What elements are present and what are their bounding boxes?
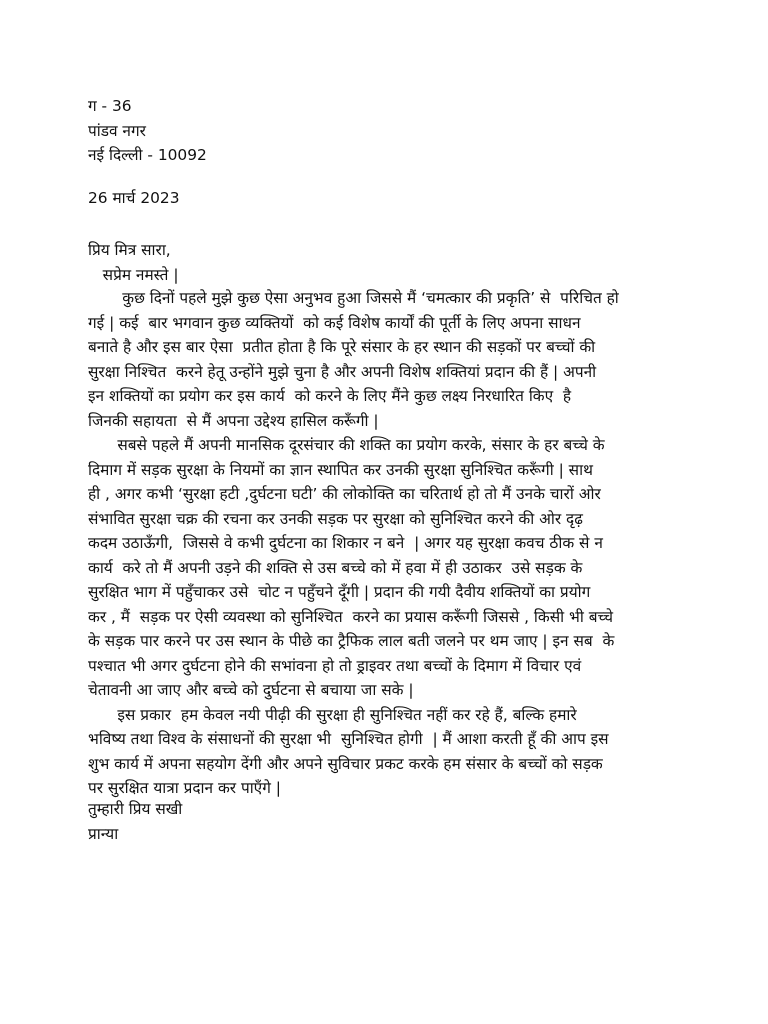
date-text: 26 मार्च 2023 [88, 189, 180, 207]
address-line-1: ग - 36 [88, 97, 132, 115]
body-line: भविष्य तथा विश्व के संसाधनों की सुरक्षा भी सुनिश्चित होगी | मैं आशा करती हूँ की आप इस [88, 730, 609, 748]
body-line: कदम उठाऊँगी, जिससे वे कभी दुर्घटना का शिकार न बने | अगर यह सुरक्षा कवच ठीक से न [88, 534, 603, 552]
body-line: गई | कई बार भगवान कुछ व्यक्तियों को कई विशेष कार्यों की पूर्ती के लिए अपना साधन [88, 313, 581, 332]
body-line: जिनकी सहायता से मैं अपना उद्देश्य हासिल करूँगी | [88, 411, 379, 430]
salutation-line: सप्रेम नमस्ते | [88, 265, 179, 284]
letter-date [88, 186, 668, 211]
body-line: सबसे पहले मैं अपनी मानसिक दूरसंचार की शक्ति का प्रयोग करके, संसार के हर बच्चे के [88, 436, 605, 454]
body-line: के सड़क पार करने पर उस स्थान के पीछे का ट्रैफिक लाल बती जलने पर थम जाए | इन सब के [88, 632, 615, 650]
body-line: पश्चात भी अगर दुर्घटना होने की सभांवना हो तो ड्राइवर तथा बच्चों के दिमाग में विचार एवं [88, 656, 582, 675]
body-line: शुभ कार्य में अपना सहयोग देंगी और अपने सुविचार प्रकट करके हम संसार के बच्चों को सड़क [88, 754, 603, 773]
greeting-line: प्रिय मित्र सारा, [88, 241, 171, 259]
letter-signoff [88, 797, 668, 846]
letter-greeting [88, 238, 668, 287]
body-line: इन शक्तियों का प्रयोग कर इस कार्य को करने के लिए मैंने कुछ लक्ष्य निरधारित किए है [88, 387, 572, 405]
body-line: पर सुरक्षित यात्रा प्रदान कर पाएँगे | [88, 779, 281, 797]
address-line-3: नई दिल्ली - 10092 [88, 146, 207, 164]
body-line: ही , अगर कभी ‘सुरक्षा हटी ,दुर्घटना घटी’ की लोकोक्ति का चरितार्थ हो तो मैं उनके चारों ओर [88, 485, 601, 503]
address-line-2: पांडव नगर [88, 121, 146, 140]
body-line: कार्य करे तो मैं अपनी उड़ने की शक्ति से उस बच्चे को में हवा में ही उठाकर उसे सड़क के [88, 558, 583, 577]
sender-address [88, 94, 668, 168]
body-line: बनाते है और इस बार ऐसा प्रतीत होता है कि पूरे संसार के हर स्थान की सड़कों पर बच्चों की [88, 338, 596, 356]
body-line: कर , मैं सड़क पर ऐसी व्यवस्था को सुनिश्चित करने का प्रयास करूँगी जिससे , किसी भी बच्चे [88, 607, 614, 626]
body-line: कुछ दिनों पहले मुझे कुछ ऐसा अनुभव हुआ जिससे मैं ‘चमत्कार की प्रकृति’ से परिचित हो [88, 289, 619, 307]
body-line: इस प्रकार हम केवल नयी पीढ़ी की सुरक्षा ही सुनिश्चित नहीं कर रहे हैं, बल्कि हमारे [88, 705, 577, 724]
body-line: दिमाग में सड़क सुरक्षा के नियमों का ज्ञान स्थापित कर उनकी सुरक्षा सुनिश्चित करूँगी | साथ [88, 460, 593, 479]
body-line: सुरक्षित भाग में पहुँचाकर उसे चोट न पहुँचने दूँगी | प्रदान की गयी दैवीय शक्तियों का प्रयोग [88, 583, 591, 601]
closing-line: तुम्हारी प्रिय सखी [88, 800, 183, 818]
letter-body [88, 286, 680, 801]
signature-name: प्रान्या [88, 824, 119, 843]
body-line: सुरक्षा निश्चित करने हेतू उन्होंने मुझे चुना है और अपनी विशेष शक्तियां प्रदान की हैं | अपनी [88, 362, 597, 381]
body-line: चेतावनी आ जाए और बच्चे को दुर्घटना से बचाया जा सके | [88, 681, 414, 699]
body-line: संभावित सुरक्षा चक्र की रचना कर उनकी सड़क पर सुरक्षा को सुनिश्चित करने की ओर दृढ़ [88, 509, 583, 528]
